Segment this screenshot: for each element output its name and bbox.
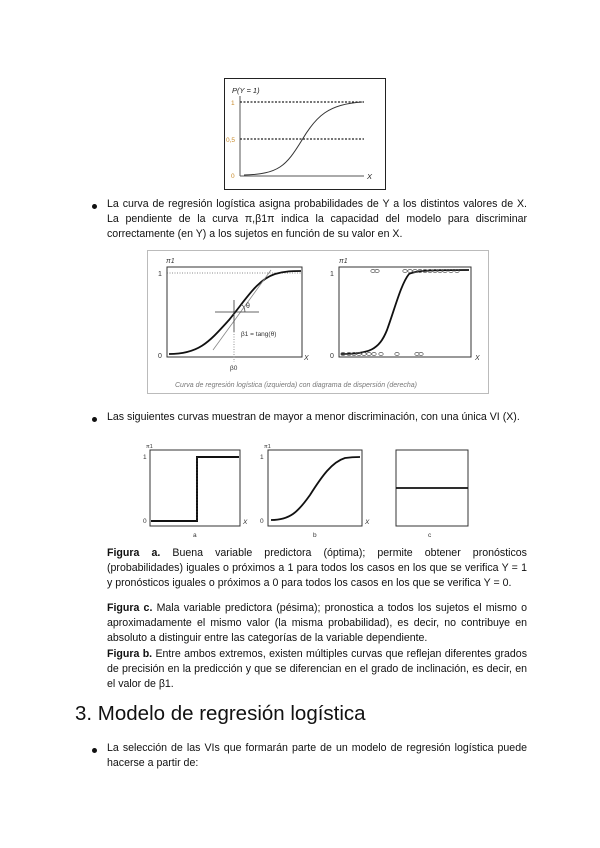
figure2-left-tick-top: 1 bbox=[158, 271, 162, 278]
figure-b-label: Figura b. bbox=[107, 648, 153, 660]
figure-a-note bbox=[107, 546, 527, 592]
paragraph-logistic-slope: La curva de regresión logística asigna probabilidades de Y a los distintos valores de X. La pendiente de la curva π,β1π indica la capacidad del modelo para discriminar correctamente (en Y) a los sujetos en función de su valor en X. bbox=[107, 198, 527, 241]
figure2-left-tick-bottom: 0 bbox=[158, 353, 162, 360]
figure-b-text: Entre ambos extremos, existen múltiples curvas que reflejan diferentes grados de precisión en la predicción y que se diferencian en el grado de inclinación, es decir, en el valor de β1. bbox=[107, 648, 527, 691]
section-heading: 3. Modelo de regresión logística bbox=[75, 702, 366, 725]
figure-logistic-curve bbox=[224, 78, 386, 190]
figure1-xlabel: X bbox=[367, 172, 373, 181]
panel-b-logistic-curve bbox=[271, 457, 360, 520]
figure-regression-and-scatter bbox=[147, 250, 489, 394]
panel-a-step-curve bbox=[151, 457, 239, 521]
figure-a-label: Figura a. bbox=[107, 547, 161, 559]
panel-a-tick-top: 1 bbox=[143, 454, 147, 461]
figure2-left-ylabel: π1 bbox=[166, 258, 175, 265]
figure-c-note bbox=[107, 601, 527, 647]
figure-a-text: Buena variable predictora (óptima); permite obtener pronósticos (probabilidades) iguales o próximos a 1 para todos los casos en los que se verifica Y = 1 y pronósticos iguales o próximos a 0 para todos los casos en los que se verifica Y = 0. bbox=[107, 547, 527, 590]
paragraph-discrimination-curves: Las siguientes curvas muestran de mayor a menor discriminación, con una única VI (X). bbox=[107, 411, 520, 423]
figure2-right-ylabel: π1 bbox=[339, 258, 348, 265]
panel-b-ylabel: π1 bbox=[264, 444, 271, 450]
figure2-slope-label: β1 = tang(θ) bbox=[241, 331, 277, 338]
panel-b-tick-bottom: 0 bbox=[260, 518, 264, 525]
figure2-right-xlabel: X bbox=[475, 355, 480, 362]
figure-c-text: Mala variable predictora (pésima); pronostica a todos los sujetos el mismo o aproximadamente el mismo valor (la misma probabilidad), es decir, no contribuye en absoluto a distinguir entre las categorías de la variable dependiente. bbox=[107, 602, 527, 645]
figure2-right-tick-top: 1 bbox=[330, 271, 334, 278]
paragraph-variable-selection: La selección de las VIs que formarán parte de un modelo de regresión logística puede hacerse a partir de: bbox=[107, 742, 527, 770]
panel-c bbox=[396, 450, 468, 539]
bullet-dot bbox=[92, 204, 97, 209]
figure2-left-xlabel: X bbox=[304, 355, 309, 362]
bullet-dot bbox=[92, 417, 97, 422]
figure1-tick-bottom: 0 bbox=[231, 173, 235, 180]
panel-b-caption: b bbox=[313, 532, 317, 539]
panel-a bbox=[143, 444, 248, 539]
figure-b-note bbox=[107, 647, 527, 693]
panel-a-ylabel: π1 bbox=[146, 444, 153, 450]
figure2-theta: θ bbox=[246, 303, 250, 310]
figure2-caption: Curva de regresión logística (izquierda) con diagrama de dispersión (derecha) bbox=[175, 382, 418, 389]
panel-b-tick-top: 1 bbox=[260, 454, 264, 461]
panel-a-xlabel: X bbox=[243, 519, 248, 526]
panel-a-tick-bottom: 0 bbox=[143, 518, 147, 525]
figure1-tick-top: 1 bbox=[231, 100, 235, 107]
panel-c-caption: c bbox=[428, 532, 432, 539]
figure2-beta0: β0 bbox=[230, 365, 238, 372]
panel-a-caption: a bbox=[193, 532, 197, 539]
figure1-ylabel: P(Y = 1) bbox=[232, 86, 260, 95]
panel-b-xlabel: X bbox=[365, 519, 370, 526]
figure-discrimination-panels bbox=[140, 440, 470, 542]
figure1-tick-mid: 0,5 bbox=[226, 137, 236, 144]
figure2-right-tick-bottom: 0 bbox=[330, 353, 334, 360]
bullet-dot bbox=[92, 748, 97, 753]
figure-c-label: Figura c. bbox=[107, 602, 153, 614]
panel-b bbox=[260, 444, 370, 539]
